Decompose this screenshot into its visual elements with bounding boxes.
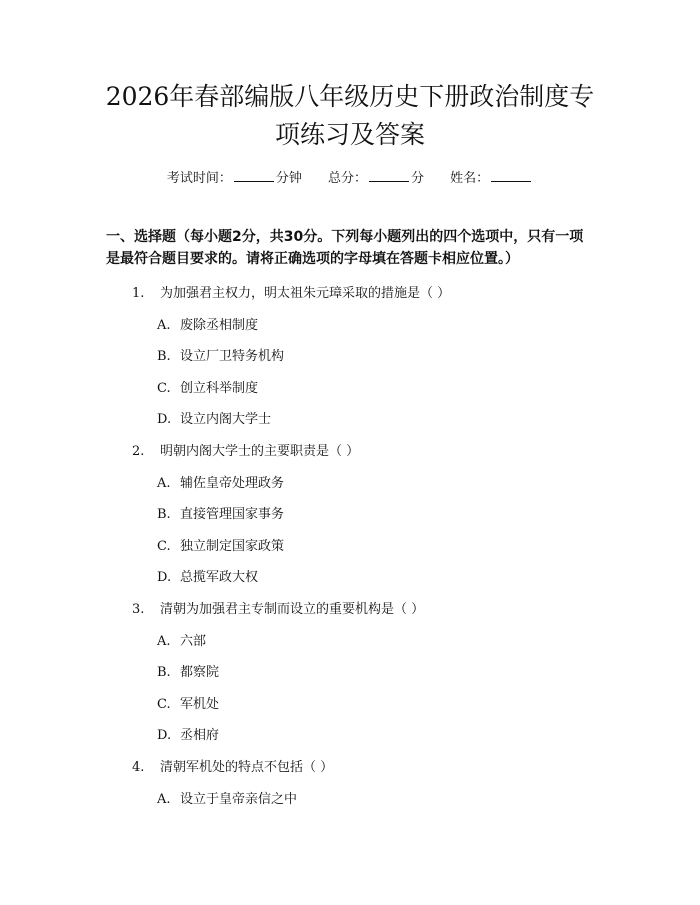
- question-stem: 为加强君主权力，明太祖朱元璋采取的措施是（ ）: [160, 286, 451, 301]
- question-stem: 清朝为加强君主专制而设立的重要机构是（ ）: [160, 601, 425, 617]
- title-line-2: 项练习及答案: [274, 120, 425, 149]
- option-3-a: [0, 626, 700, 658]
- option-text: 设立厂卫特务机构: [180, 349, 285, 365]
- option-text: 废除丞相制度: [180, 317, 259, 333]
- option-text: 六部: [180, 633, 207, 649]
- name-field: [450, 168, 533, 189]
- option-letter: B.: [157, 507, 171, 523]
- option-1-c: [0, 373, 700, 405]
- total-score-field: [328, 168, 424, 189]
- option-text: 设立于皇帝亲信之中: [180, 791, 298, 807]
- exam-time-field: [167, 168, 302, 189]
- question-stem: 清朝军机处的特点不包括（ ）: [160, 759, 334, 775]
- question-stem: 明朝内阁大学士的主要职责是（ ）: [160, 443, 360, 459]
- question-4: [0, 752, 700, 784]
- question-number: 3.: [132, 601, 145, 617]
- option-letter: A.: [157, 317, 171, 333]
- option-text: 设立内阁大学士: [180, 412, 272, 428]
- option-letter: B.: [157, 665, 171, 681]
- title-line-1: 2026年春部编版八年级历史下册政治制度专: [105, 82, 595, 111]
- option-letter: A.: [157, 633, 171, 649]
- name-label: 姓名：: [450, 171, 490, 186]
- exam-info-line: [0, 168, 700, 189]
- option-text: 独立制定国家政策: [180, 538, 285, 554]
- option-letter: C.: [157, 696, 171, 712]
- option-letter: A.: [157, 475, 171, 491]
- option-3-d: [0, 720, 700, 752]
- option-2-d: [0, 562, 700, 594]
- option-text: 总揽军政大权: [180, 570, 259, 586]
- option-1-b: [0, 341, 700, 373]
- option-3-c: [0, 689, 700, 721]
- section-heading: 一、选择题（每小题2分，共30分。下列每小题列出的四个选项中，只有一项是最符合题目要求的。请将正确选项的字母填在答题卡相应位置。）: [106, 229, 584, 267]
- option-2-a: [0, 468, 700, 500]
- question-number: 2.: [132, 443, 145, 459]
- option-1-d: [0, 404, 700, 436]
- option-letter: A.: [157, 791, 171, 807]
- question-number: 4.: [132, 759, 145, 775]
- option-4-a: [0, 784, 700, 816]
- exam-time-unit: 分钟: [275, 171, 302, 186]
- option-letter: D.: [157, 728, 172, 744]
- option-letter: B.: [157, 349, 171, 365]
- name-blank: [491, 168, 531, 182]
- total-score-unit: 分: [411, 171, 425, 186]
- option-text: 都察院: [180, 665, 220, 681]
- option-text: 直接管理国家事务: [180, 507, 285, 523]
- option-text: 创立科举制度: [180, 380, 259, 396]
- total-score-label: 总分：: [327, 171, 367, 186]
- exam-time-label: 考试时间：: [166, 171, 232, 186]
- document-title: [90, 78, 610, 154]
- total-score-blank: [369, 168, 409, 182]
- question-number: 1.: [132, 286, 145, 301]
- option-text: 军机处: [180, 696, 220, 712]
- option-1-a: [0, 310, 700, 342]
- option-letter: D.: [157, 412, 172, 428]
- option-3-b: [0, 657, 700, 689]
- option-letter: C.: [157, 538, 171, 554]
- question-2: [0, 436, 700, 468]
- option-letter: D.: [157, 570, 172, 586]
- question-1: [0, 278, 700, 310]
- option-text: 辅佐皇帝处理政务: [180, 475, 285, 491]
- question-3: [0, 594, 700, 626]
- exam-time-blank: [234, 168, 274, 182]
- option-2-c: [0, 531, 700, 563]
- question-list: [0, 278, 700, 815]
- option-letter: C.: [157, 380, 171, 396]
- option-2-b: [0, 499, 700, 531]
- option-text: 丞相府: [180, 728, 220, 744]
